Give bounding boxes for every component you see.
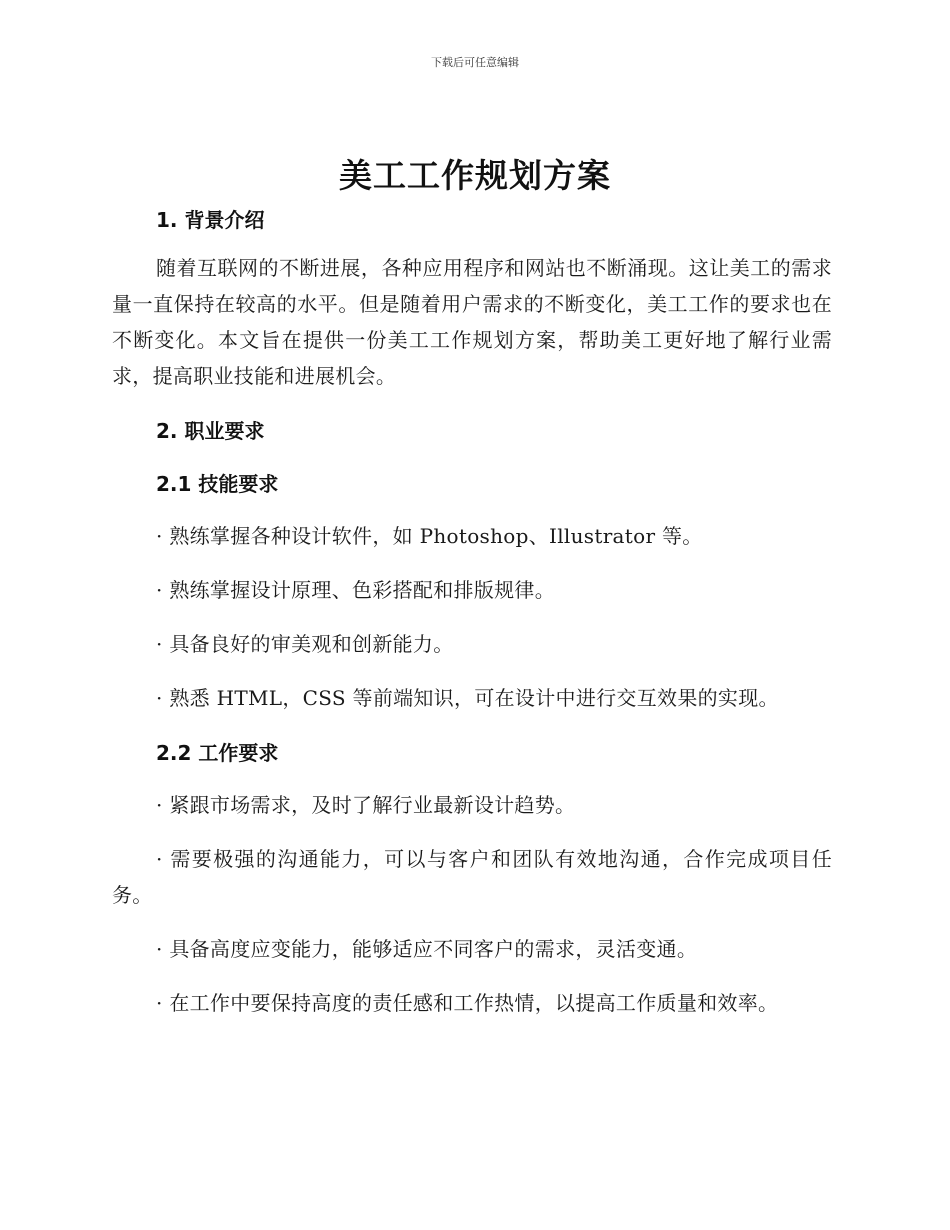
list-item: · 在工作中要保持高度的责任感和工作热情，以提高工作质量和效率。 xyxy=(156,991,779,1015)
header-note: 下载后可任意编辑 xyxy=(431,56,519,69)
list-item: · 熟练掌握各种设计软件，如 Photoshop、Illustrator 等。 xyxy=(156,524,703,548)
list-item: · 具备高度应变能力，能够适应不同客户的需求，灵活变通。 xyxy=(156,937,698,961)
list-item: · 具备良好的审美观和创新能力。 xyxy=(156,632,454,656)
list-item: · 熟练掌握设计原理、色彩搭配和排版规律。 xyxy=(156,578,556,602)
list-item: · 需要极强的沟通能力，可以与客户和团队有效地沟通，合作完成项目任务。 xyxy=(112,847,832,907)
paragraph-background: 随着互联网的不断进展，各种应用程序和网站也不断涌现。这让美工的需求量一直保持在较高的水平。但是随着用户需求的不断变化，美工工作的要求也在不断变化。本文旨在提供一份美工工作规划方案，帮助美工更好地了解行业需求，提高职业技能和进展机会。 xyxy=(112,256,832,388)
subsection-heading-skills: 2.1 技能要求 xyxy=(156,472,279,496)
list-item: · 紧跟市场需求，及时了解行业最新设计趋势。 xyxy=(156,793,576,817)
section-heading-requirements: 2. 职业要求 xyxy=(156,419,265,443)
list-item: · 熟悉 HTML，CSS 等前端知识，可在设计中进行交互效果的实现。 xyxy=(156,686,779,710)
section-heading-background: 1. 背景介绍 xyxy=(156,208,265,232)
document-body xyxy=(112,204,832,1021)
subsection-heading-work: 2.2 工作要求 xyxy=(156,741,279,765)
document-title: 美工工作规划方案 xyxy=(339,156,611,195)
